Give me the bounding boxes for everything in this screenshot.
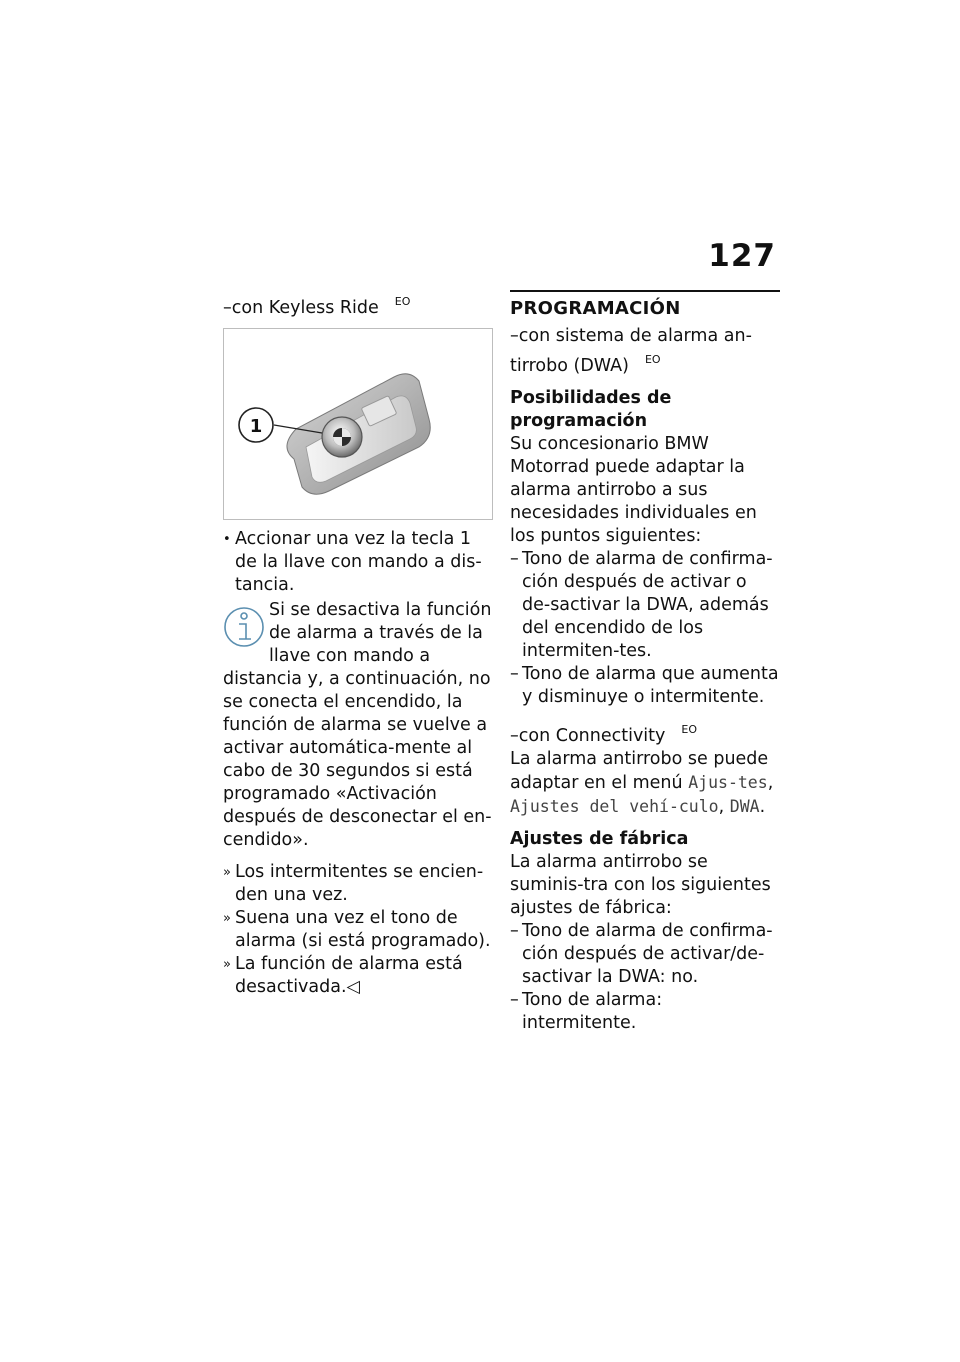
bullet-mark: • (223, 532, 231, 547)
menu-path-ajustes: Ajus-tes (688, 773, 768, 792)
connectivity-superscript: EO (681, 723, 697, 736)
possibilities-text: Su concesionario BMW Motorrad puede adaptar la alarma antirrobo a sus necesidades individuales en los puntos siguientes: (510, 434, 757, 546)
result-item (223, 953, 493, 999)
variant-text: –con sistema de alarma an-tirrobo (DWA) (510, 326, 752, 376)
result-item (223, 861, 493, 907)
right-column (510, 290, 780, 1035)
list-item (510, 920, 780, 989)
connectivity-line (510, 718, 780, 748)
variant-line (223, 290, 493, 320)
result-mark: » (223, 865, 231, 880)
result-text: La función de alarma está desactivada.◁ (235, 954, 463, 997)
result-mark: » (223, 911, 231, 926)
section-title: PROGRAMACIÓN (510, 298, 681, 319)
section-rule (510, 290, 780, 292)
dash-mark: – (510, 990, 519, 1010)
menu-end: . (759, 797, 766, 817)
factory-text: La alarma antirrobo se suminis-tra con los siguientes ajustes de fábrica: (510, 852, 771, 918)
dash-mark: – (510, 921, 519, 941)
menu-separator: , (718, 797, 725, 817)
list-item (510, 663, 780, 709)
menu-path-vehiculo: Ajustes del vehí-culo (510, 797, 719, 816)
list-item-text: Tono de alarma que aumenta y disminuye o intermitente. (522, 664, 779, 707)
possibilities-heading: Posibilidades de programación (510, 388, 672, 431)
action-bullet (223, 528, 493, 597)
key-fob-figure (223, 328, 493, 520)
info-text-rest: llave con mando a distancia y, a continuación, no se conecta el encendido, la función de alarma se vuelve a activar automática-mente al cabo de 30 segundos si está programado «Activación después de desconectar el en-cendido». (223, 646, 492, 850)
list-item (510, 989, 780, 1035)
info-icon (223, 605, 265, 649)
key-fob-image (224, 329, 492, 519)
dash-mark: – (510, 549, 519, 569)
figure-callout-1: 1 (249, 416, 263, 437)
list-item-text: Tono de alarma de confirma-ción después de activar/de-sactivar la DWA: no. (522, 921, 773, 987)
variant-superscript: EO (644, 353, 661, 366)
dash-mark: – (510, 664, 519, 684)
menu-intro: La alarma antirrobo se puede adaptar en el menú (510, 749, 769, 793)
menu-path-dwa: DWA (729, 797, 760, 816)
left-column (223, 290, 493, 999)
page-number: 127 (708, 238, 776, 274)
list-item (510, 548, 780, 663)
list-item-text: Tono de alarma de confirma-ción después de activar o de-sactivar la DWA, además del encendido de los intermiten-tes. (522, 549, 773, 661)
variant-text: –con Keyless Ride (223, 298, 379, 318)
variant-superscript: EO (394, 295, 411, 308)
factory-heading: Ajustes de fábrica (510, 829, 689, 849)
result-text: Suena una vez el tono de alarma (si está programado). (235, 908, 491, 951)
info-text-first: Si se desactiva la función de alarma a través de la (269, 600, 492, 643)
result-item (223, 907, 493, 953)
list-item-text: Tono de alarma: intermitente. (522, 990, 663, 1033)
info-note (223, 599, 493, 852)
menu-separator: , (767, 773, 774, 793)
variant-line (510, 325, 780, 378)
action-text: Accionar una vez la tecla 1 de la llave con mando a dis-tancia. (235, 529, 482, 595)
menu-path-text (510, 748, 780, 819)
result-text: Los intermitentes se encien-den una vez. (235, 862, 484, 905)
connectivity-text: –con Connectivity (510, 726, 666, 746)
result-mark: » (223, 957, 231, 972)
